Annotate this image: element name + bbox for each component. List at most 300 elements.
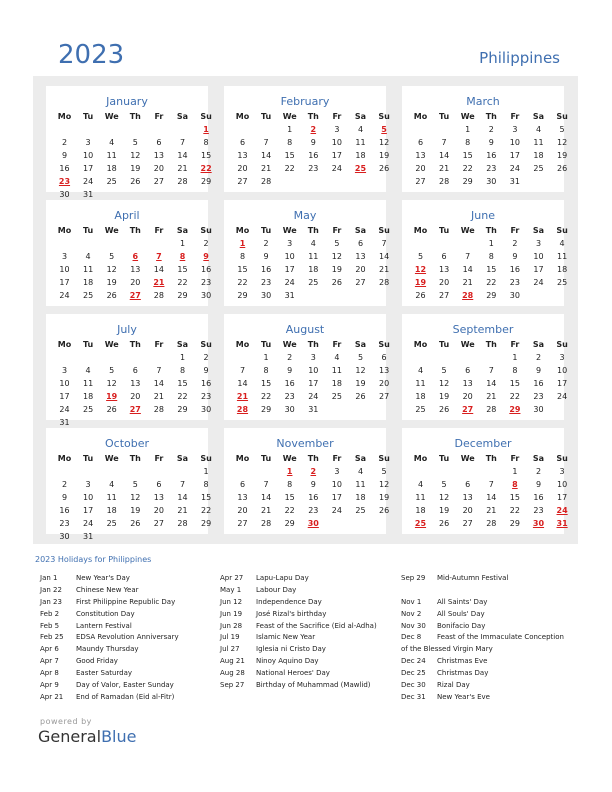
day-cell: 5	[559, 125, 565, 134]
day-cell: 7	[263, 137, 269, 147]
weekday-header: Sa	[354, 454, 367, 463]
holiday-name: Labour Day	[256, 585, 297, 594]
day-cell: 26	[106, 404, 117, 414]
holiday-date: Apr 6	[40, 645, 59, 654]
weekday-header: Tu	[438, 340, 450, 349]
weekday-header: Su	[200, 340, 212, 349]
day-cell: 14	[237, 378, 248, 388]
day-cell: 20	[237, 163, 248, 173]
day-cell: 4	[535, 125, 542, 134]
day-cell: 22	[284, 505, 295, 515]
day-cell: 18	[355, 150, 366, 160]
holiday-day: 22	[200, 163, 212, 173]
day-cell: 22	[509, 391, 520, 401]
day-cell: 10	[557, 479, 568, 489]
holiday-name: Constitution Day	[76, 609, 135, 618]
day-cell: 2	[535, 467, 542, 476]
holiday-day: 6	[132, 251, 139, 261]
day-cell: 1	[488, 239, 494, 248]
day-cell: 19	[439, 505, 450, 515]
day-cell: 2	[512, 239, 518, 248]
day-cell: 23	[486, 163, 497, 173]
holiday-date: Jan 1	[40, 574, 58, 582]
weekday-header: We	[104, 340, 119, 349]
day-cell: 6	[132, 365, 138, 375]
day-cell: 16	[308, 150, 319, 160]
day-cell: 7	[465, 251, 471, 261]
month-name: September	[452, 323, 514, 336]
day-cell: 6	[156, 137, 162, 147]
day-cell: 11	[106, 150, 117, 160]
day-cell: 30	[509, 290, 520, 300]
weekday-header: Fr	[332, 454, 342, 463]
day-cell: 8	[512, 365, 518, 375]
day-cell: 15	[177, 378, 188, 388]
day-cell: 7	[488, 479, 494, 489]
day-cell: 4	[559, 239, 565, 248]
holiday-name: Islamic New Year	[256, 633, 316, 642]
day-cell: 12	[557, 137, 568, 147]
day-cell: 21	[177, 505, 188, 515]
weekday-header: Mo	[413, 340, 428, 349]
day-cell: 30	[59, 189, 70, 199]
holiday-name: Christmas Eve	[437, 657, 488, 666]
day-cell: 26	[106, 290, 117, 300]
day-cell: 16	[284, 378, 295, 388]
holiday-day: 1	[286, 467, 293, 476]
day-cell: 29	[177, 404, 188, 414]
holiday-day: 1	[239, 239, 246, 248]
day-cell: 14	[177, 150, 188, 160]
day-cell: 20	[439, 277, 450, 287]
day-cell: 20	[355, 264, 366, 274]
weekday-header: Mo	[235, 112, 250, 121]
day-cell: 18	[355, 492, 366, 502]
day-cell: 1	[179, 239, 186, 248]
holiday-name: Iglesia ni Cristo Day	[256, 645, 326, 654]
day-cell: 21	[177, 163, 188, 173]
weekday-header: Fr	[154, 226, 164, 235]
day-cell: 8	[287, 479, 293, 489]
brand-general: General	[38, 727, 102, 746]
day-cell: 3	[85, 137, 91, 147]
day-cell: 19	[557, 150, 568, 160]
day-cell: 17	[331, 492, 342, 502]
day-cell: 18	[533, 150, 544, 160]
day-cell: 30	[284, 404, 295, 414]
day-cell: 15	[261, 378, 272, 388]
holiday-date: Aug 28	[220, 669, 245, 678]
day-cell: 13	[439, 264, 450, 274]
day-cell: 10	[59, 378, 70, 388]
holiday-day: 2	[310, 125, 317, 134]
weekday-header: We	[460, 226, 475, 235]
day-cell: 1	[287, 125, 293, 134]
day-cell: 10	[533, 251, 544, 261]
day-cell: 11	[533, 137, 544, 147]
brand-blue: Blue	[101, 727, 137, 746]
month-name: August	[285, 323, 325, 336]
day-cell: 16	[261, 264, 272, 274]
day-cell: 2	[203, 239, 209, 248]
weekday-header: Fr	[510, 340, 520, 349]
holiday-day: 12	[414, 264, 427, 274]
day-cell: 29	[462, 176, 473, 186]
day-cell: 4	[417, 365, 424, 375]
holiday-name: Lapu-Lapu Day	[256, 574, 309, 582]
day-cell: 20	[415, 163, 426, 173]
day-cell: 9	[263, 251, 269, 261]
holiday-name: Bonifacio Day	[437, 621, 486, 630]
day-cell: 13	[237, 150, 248, 160]
day-cell: 2	[535, 353, 542, 362]
day-cell: 17	[533, 264, 544, 274]
day-cell: 13	[379, 365, 390, 375]
day-cell: 15	[284, 492, 295, 502]
day-cell: 28	[177, 176, 188, 186]
weekday-header: Fr	[510, 454, 520, 463]
holiday-day: 19	[414, 277, 427, 287]
day-cell: 29	[284, 518, 295, 528]
day-cell: 13	[130, 264, 141, 274]
day-cell: 15	[177, 264, 188, 274]
holiday-day: 28	[462, 290, 474, 300]
day-cell: 31	[284, 290, 295, 300]
day-cell: 18	[308, 264, 319, 274]
day-cell: 6	[465, 479, 471, 489]
day-cell: 19	[106, 277, 117, 287]
day-cell: 27	[153, 518, 164, 528]
day-cell: 27	[439, 290, 450, 300]
day-cell: 4	[357, 125, 364, 134]
day-cell: 7	[179, 137, 186, 147]
holiday-date: Feb 25	[40, 633, 64, 642]
day-cell: 20	[237, 505, 248, 515]
day-cell: 5	[417, 251, 424, 261]
weekday-header: Su	[556, 340, 568, 349]
holiday-date: Aug 21	[220, 657, 245, 666]
weekday-header: Tu	[82, 454, 94, 463]
holiday-day: 27	[129, 290, 141, 300]
day-cell: 1	[512, 353, 518, 362]
day-cell: 20	[153, 505, 164, 515]
day-cell: 20	[153, 163, 164, 173]
day-cell: 23	[308, 163, 319, 173]
weekday-header: Sa	[532, 454, 545, 463]
day-cell: 25	[308, 277, 319, 287]
day-cell: 18	[415, 391, 426, 401]
weekday-header: Sa	[176, 226, 189, 235]
holiday-name: José Rizal's birthday	[256, 609, 327, 618]
weekday-header: Th	[307, 340, 319, 349]
day-cell: 18	[106, 163, 117, 173]
day-cell: 24	[557, 391, 568, 401]
weekday-header: Sa	[532, 226, 545, 235]
holiday-day: 30	[307, 518, 319, 528]
day-cell: 29	[486, 290, 497, 300]
day-cell: 11	[415, 378, 426, 388]
day-cell: 21	[153, 391, 164, 401]
day-cell: 19	[355, 378, 366, 388]
day-cell: 25	[533, 163, 544, 173]
day-cell: 8	[465, 137, 471, 147]
day-cell: 28	[153, 290, 164, 300]
day-cell: 23	[533, 505, 544, 515]
holiday-day: 1	[203, 125, 209, 134]
holidays-title: 2023 Holidays for Philippines	[35, 555, 152, 564]
day-cell: 29	[237, 290, 248, 300]
weekday-header: Su	[556, 226, 568, 235]
month-january	[46, 86, 212, 199]
holiday-day: 2	[310, 467, 317, 476]
day-cell: 23	[509, 277, 520, 287]
day-cell: 22	[462, 163, 473, 173]
month-april	[46, 200, 212, 306]
day-cell: 10	[331, 479, 342, 489]
day-cell: 13	[355, 251, 366, 261]
day-cell: 12	[130, 492, 141, 502]
holiday-name: Feast of the Immaculate Conception	[437, 633, 564, 642]
day-cell: 20	[462, 505, 473, 515]
day-cell: 30	[59, 531, 70, 541]
month-october	[46, 428, 212, 541]
holiday-name: Feast of the Sacrifice (Eid al-Adha)	[256, 621, 377, 630]
day-cell: 29	[509, 518, 520, 528]
day-cell: 2	[61, 479, 68, 489]
day-cell: 14	[153, 378, 164, 388]
weekday-header: Fr	[332, 340, 342, 349]
day-cell: 5	[109, 365, 115, 375]
month-name: November	[276, 437, 334, 450]
weekday-header: Fr	[154, 454, 164, 463]
holiday-date: Jan 22	[40, 585, 62, 594]
weekday-header: Su	[556, 112, 568, 121]
day-cell: 16	[533, 492, 544, 502]
day-cell: 7	[381, 239, 387, 248]
day-cell: 4	[109, 137, 115, 147]
holiday-date: Sep 29	[401, 574, 426, 582]
day-cell: 3	[61, 365, 68, 375]
day-cell: 15	[284, 150, 295, 160]
holiday-date: Jan 23	[40, 597, 62, 606]
day-cell: 16	[533, 378, 544, 388]
holiday-date: Dec 8	[401, 633, 422, 642]
holiday-name: Day of Valor, Easter Sunday	[76, 681, 174, 690]
holiday-date: Feb 2	[40, 609, 60, 618]
day-cell: 13	[130, 378, 141, 388]
day-cell: 14	[261, 492, 272, 502]
holiday-name: Mid-Autumn Festival	[437, 574, 509, 582]
day-cell: 19	[130, 505, 141, 515]
day-cell: 28	[261, 518, 272, 528]
day-cell: 17	[59, 277, 70, 287]
holiday-date: Apr 7	[40, 657, 59, 666]
weekday-header: Tu	[260, 112, 272, 121]
day-cell: 10	[59, 264, 70, 274]
day-cell: 30	[486, 176, 497, 186]
day-cell: 19	[331, 264, 342, 274]
day-cell: 15	[462, 150, 473, 160]
day-cell: 18	[83, 391, 94, 401]
day-cell: 4	[85, 365, 91, 375]
weekday-header: Mo	[235, 454, 250, 463]
weekday-header: Th	[129, 454, 141, 463]
weekday-header: Fr	[332, 112, 342, 121]
day-cell: 15	[509, 378, 520, 388]
holiday-date: Jul 19	[220, 633, 240, 642]
month-may	[224, 200, 390, 306]
weekday-header: Sa	[532, 340, 545, 349]
weekday-header: Th	[129, 226, 141, 235]
day-cell: 8	[203, 137, 209, 147]
day-cell: 26	[331, 277, 342, 287]
holiday-name: Lantern Festival	[76, 621, 132, 630]
day-cell: 15	[201, 150, 212, 160]
day-cell: 24	[331, 163, 342, 173]
holiday-name: All Souls' Day	[437, 609, 485, 618]
day-cell: 12	[379, 479, 390, 489]
day-cell: 9	[512, 251, 518, 261]
day-cell: 16	[308, 492, 319, 502]
day-cell: 24	[509, 163, 520, 173]
day-cell: 25	[331, 391, 342, 401]
day-cell: 21	[379, 264, 390, 274]
weekday-header: Th	[129, 340, 141, 349]
day-cell: 15	[486, 264, 497, 274]
day-cell: 16	[59, 505, 70, 515]
day-cell: 2	[287, 353, 293, 362]
holiday-day: 28	[236, 404, 249, 414]
day-cell: 18	[106, 505, 117, 515]
day-cell: 3	[334, 467, 340, 476]
day-cell: 19	[379, 492, 390, 502]
weekday-header: Su	[378, 112, 390, 121]
day-cell: 19	[379, 150, 390, 160]
day-cell: 17	[284, 264, 295, 274]
day-cell: 8	[239, 251, 246, 261]
holiday-date: Dec 25	[401, 669, 426, 678]
weekday-header: We	[282, 340, 297, 349]
day-cell: 15	[237, 264, 248, 274]
month-june	[402, 200, 568, 306]
holiday-date: Apr 27	[220, 574, 244, 582]
day-cell: 3	[85, 479, 91, 489]
holiday-day: 8	[512, 479, 518, 489]
generalblue-logo[interactable]	[38, 727, 136, 746]
month-september	[402, 314, 568, 420]
day-cell: 9	[535, 365, 542, 375]
day-cell: 11	[106, 492, 117, 502]
holiday-date: Dec 30	[401, 681, 426, 690]
day-cell: 17	[509, 150, 520, 160]
day-cell: 11	[355, 479, 366, 489]
holiday-date: Apr 8	[40, 669, 59, 678]
day-cell: 31	[509, 176, 520, 186]
holiday-date: Apr 9	[40, 681, 59, 690]
day-cell: 13	[153, 150, 164, 160]
day-cell: 16	[486, 150, 497, 160]
day-cell: 23	[533, 391, 544, 401]
day-cell: 12	[439, 492, 450, 502]
holiday-date: Nov 1	[401, 597, 422, 606]
day-cell: 6	[239, 137, 246, 147]
weekday-header: Su	[378, 226, 390, 235]
day-cell: 24	[308, 391, 319, 401]
day-cell: 10	[331, 137, 342, 147]
day-cell: 27	[379, 391, 390, 401]
holiday-date: Dec 31	[401, 692, 426, 701]
day-cell: 25	[106, 176, 117, 186]
day-cell: 19	[130, 163, 141, 173]
day-cell: 23	[284, 391, 295, 401]
weekday-header: Th	[129, 112, 141, 121]
weekday-header: Tu	[260, 340, 272, 349]
month-july	[46, 314, 212, 427]
day-cell: 2	[61, 137, 68, 147]
month-name: October	[104, 437, 150, 450]
day-cell: 31	[83, 189, 94, 199]
weekday-header: Tu	[82, 226, 94, 235]
day-cell: 6	[441, 251, 447, 261]
weekday-header: Fr	[154, 112, 164, 121]
day-cell: 5	[132, 137, 138, 147]
holiday-name: Maundy Thursday	[76, 645, 139, 654]
day-cell: 18	[415, 505, 426, 515]
day-cell: 24	[83, 518, 94, 528]
month-november	[224, 428, 390, 534]
day-cell: 25	[415, 404, 426, 414]
weekday-header: We	[460, 340, 475, 349]
day-cell: 23	[261, 277, 272, 287]
day-cell: 22	[201, 505, 212, 515]
weekday-header: We	[104, 112, 119, 121]
holiday-day: 8	[179, 251, 186, 261]
weekday-header: Sa	[354, 112, 367, 121]
day-cell: 28	[439, 176, 450, 186]
day-cell: 3	[61, 251, 68, 261]
weekday-header: Th	[485, 340, 497, 349]
day-cell: 24	[284, 277, 295, 287]
day-cell: 25	[355, 505, 366, 515]
month-february	[224, 86, 390, 192]
day-cell: 11	[415, 492, 426, 502]
day-cell: 26	[439, 518, 450, 528]
day-cell: 11	[557, 251, 568, 261]
day-cell: 11	[355, 137, 366, 147]
day-cell: 28	[486, 404, 497, 414]
day-cell: 16	[201, 264, 212, 274]
weekday-header: Th	[485, 454, 497, 463]
day-cell: 5	[441, 365, 447, 375]
weekday-header: Tu	[260, 226, 272, 235]
day-cell: 21	[439, 163, 450, 173]
day-cell: 1	[465, 125, 471, 134]
month-march	[402, 86, 568, 192]
weekday-header: We	[104, 454, 119, 463]
holiday-date: Apr 21	[40, 692, 64, 701]
holiday-day: 25	[414, 518, 427, 528]
day-cell: 24	[59, 404, 70, 414]
day-cell: 21	[486, 391, 497, 401]
day-cell: 15	[509, 492, 520, 502]
day-cell: 14	[261, 150, 272, 160]
day-cell: 17	[557, 492, 568, 502]
day-cell: 17	[308, 378, 319, 388]
month-name: July	[117, 323, 137, 336]
day-cell: 9	[310, 137, 316, 147]
day-cell: 13	[415, 150, 426, 160]
weekday-header: Mo	[235, 226, 250, 235]
